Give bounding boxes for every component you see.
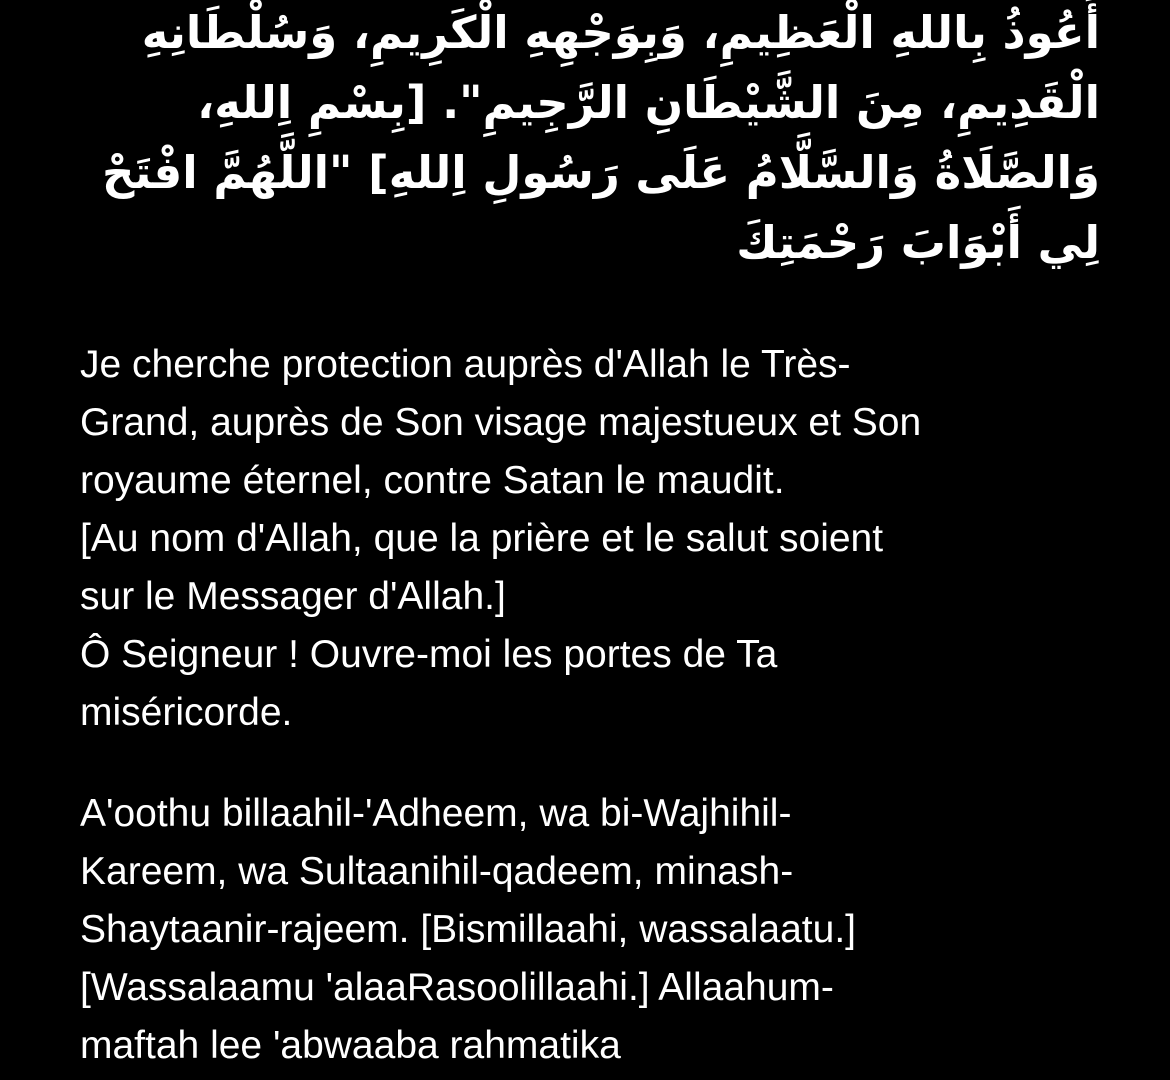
- transliteration-text: A'oothu billaahil-'Adheem, wa bi-Wajhihil- Kareem, wa Sultaanihil-qadeem, minash- Shaytaanir-rajeem. [Bismillaahi, wassalaatu.] [Wassalaamu 'alaaRasoolillaahi.] Allaahum- maftah lee 'abwaaba rahmatika: [80, 792, 857, 1067]
- arabic-supplication-text: أَعُوذُ بِاللهِ الْعَظِيمِ، وَبِوَجْهِهِ الْكَرِيمِ، وَسُلْطَانِهِ الْقَدِيمِ، مِنَ الشَّيْطَانِ الرَّجِيمِ". [بِسْمِ اِللهِ، وَالصَّلَاةُ وَالسَّلَّامُ عَلَى رَسُولِ اِللهِ] "اللَّهُمَّ افْتَحْ لِي أَبْوَابَ رَحْمَتِكَ: [101, 6, 1100, 269]
- french-translation-text: Je cherche protection auprès d'Allah le Très- Grand, auprès de Son visage majestueux et Son royaume éternel, contre Satan le maudit. [Au nom d'Allah, que la prière et le salut soient sur le Messager d'Allah.] Ô Seigneur ! Ouvre-moi les portes de Ta miséricorde.: [80, 343, 922, 734]
